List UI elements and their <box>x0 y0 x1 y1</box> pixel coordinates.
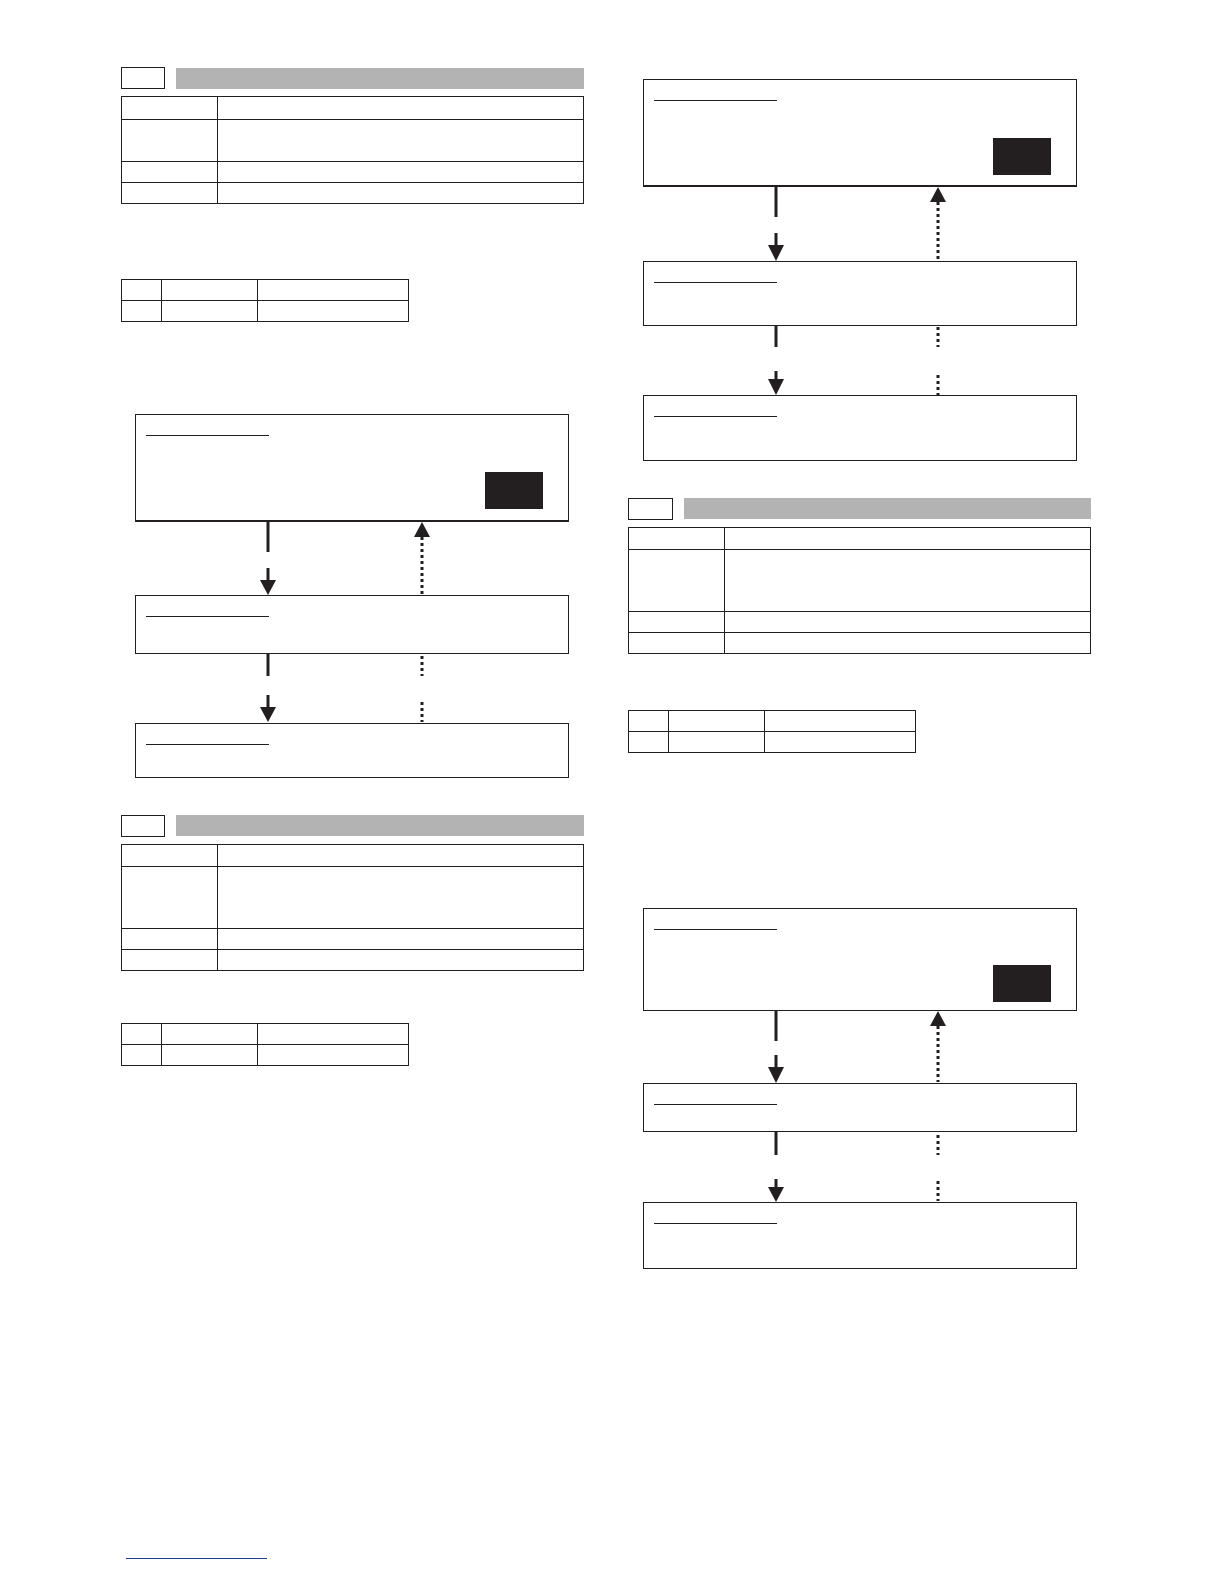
arrow-down-icon <box>768 325 784 395</box>
arrow-up-dotted-icon <box>930 1011 946 1082</box>
bit-cell <box>258 1045 409 1066</box>
screen-title-underline <box>146 435 269 436</box>
bit-cell <box>122 1045 162 1066</box>
spec-cell <box>122 867 218 929</box>
flow-1-arrows <box>250 520 450 725</box>
screen-title-underline <box>146 744 269 745</box>
display-key <box>993 965 1051 1002</box>
footer-link[interactable] <box>126 1558 267 1559</box>
spec-cell <box>218 950 584 971</box>
screen-title-underline <box>654 100 777 101</box>
section-3-tag <box>628 498 673 520</box>
bit-cell <box>162 1024 258 1045</box>
spec-cell <box>629 550 725 612</box>
bit-cell <box>765 711 916 732</box>
arrow-down-icon <box>260 522 276 595</box>
bit-cell <box>122 280 162 301</box>
arrow-down-icon <box>768 187 784 261</box>
spec-cell <box>218 183 584 204</box>
arrow-down-icon <box>768 1131 784 1202</box>
section-2-bit-table <box>121 1023 409 1066</box>
spec-cell <box>218 120 584 162</box>
flow-1-screen-3 <box>135 723 569 778</box>
spec-cell <box>122 929 218 950</box>
spec-cell <box>725 633 1091 654</box>
flow-1-screen-1 <box>135 414 569 522</box>
screen-title-underline <box>654 929 777 930</box>
section-2-spec-table <box>121 844 584 971</box>
screen-title-underline <box>654 416 777 417</box>
bit-cell <box>258 1024 409 1045</box>
bit-cell <box>162 280 258 301</box>
arrow-down-icon <box>260 654 276 722</box>
section-3-spec-table <box>628 527 1091 654</box>
bit-cell <box>669 732 765 753</box>
flow-3-arrows <box>758 1009 958 1204</box>
spec-cell <box>122 97 218 120</box>
flow-2-screen-3 <box>643 395 1077 461</box>
spec-cell <box>122 183 218 204</box>
section-2-heading-bar <box>176 815 584 836</box>
display-key <box>993 138 1051 175</box>
spec-cell <box>629 633 725 654</box>
bit-cell <box>162 1045 258 1066</box>
arrow-up-dotted-icon <box>414 522 430 596</box>
section-2-tag <box>121 815 165 837</box>
spec-cell <box>122 845 218 867</box>
bit-cell <box>765 732 916 753</box>
section-1-bit-table <box>121 279 409 322</box>
bit-cell <box>162 301 258 322</box>
bit-cell <box>122 1024 162 1045</box>
section-1-tag <box>121 67 165 89</box>
flow-3-screen-1 <box>643 908 1077 1011</box>
spec-cell <box>122 950 218 971</box>
arrow-up-dotted-icon <box>930 187 946 261</box>
spec-cell <box>218 162 584 183</box>
spec-cell <box>218 97 584 120</box>
section-3-heading-bar <box>684 498 1091 519</box>
arrow-down-icon <box>768 1011 784 1083</box>
spec-cell <box>122 162 218 183</box>
spec-cell <box>629 528 725 550</box>
bit-cell <box>669 711 765 732</box>
spec-cell <box>218 867 584 929</box>
spec-cell <box>725 550 1091 612</box>
bit-cell <box>629 732 669 753</box>
spec-cell <box>629 612 725 633</box>
spec-cell <box>122 120 218 162</box>
bit-cell <box>258 280 409 301</box>
spec-cell <box>218 845 584 867</box>
section-3-bit-table <box>628 710 916 753</box>
spec-cell <box>725 528 1091 550</box>
section-1-heading-bar <box>176 68 584 89</box>
spec-cell <box>725 612 1091 633</box>
spec-cell <box>218 929 584 950</box>
bit-cell <box>122 301 162 322</box>
flow-2-screen-1 <box>643 79 1077 187</box>
bit-cell <box>629 711 669 732</box>
screen-title-underline <box>654 1223 777 1224</box>
display-key <box>485 472 543 509</box>
bit-cell <box>258 301 409 322</box>
flow-2-arrows <box>758 185 958 395</box>
section-1-spec-table <box>121 96 584 204</box>
flow-3-screen-3 <box>643 1202 1077 1269</box>
